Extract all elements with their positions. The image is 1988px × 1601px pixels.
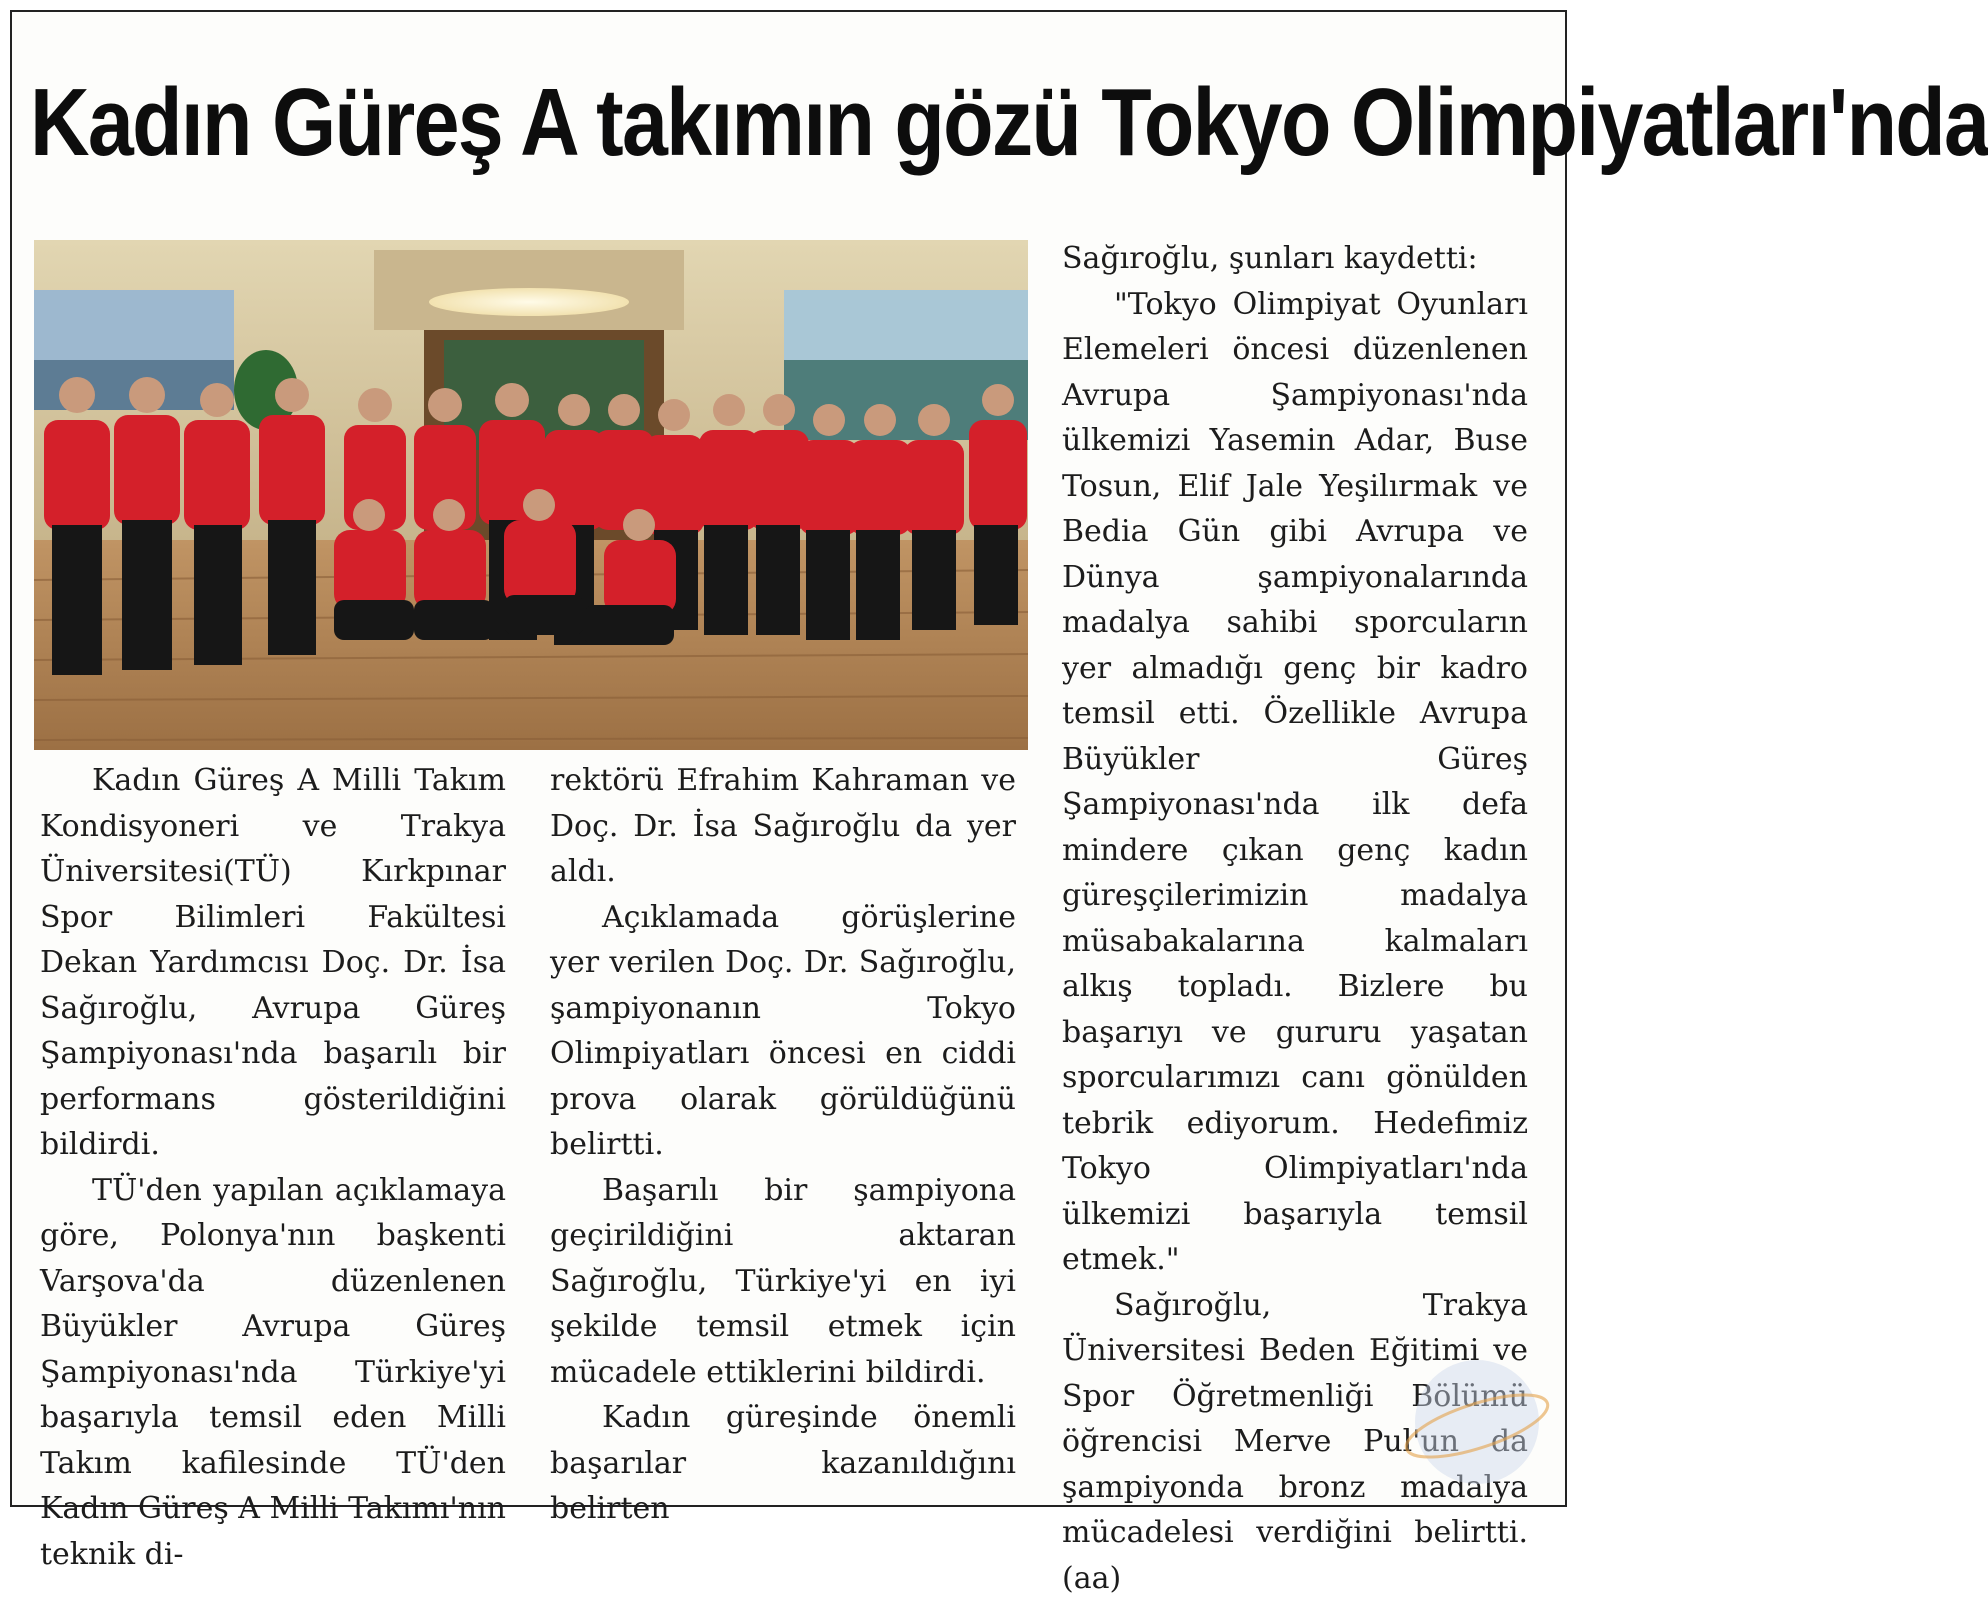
paragraph: rektörü Efrahim Kahraman ve Doç. Dr. İsa Sağıroğlu da yer aldı. (550, 758, 1016, 895)
paragraph: Sağıroğlu, Trakya Üniversitesi Beden Eğitimi ve Spor Öğretmenliği Bölümü öğrencisi Merve Pul'un da şampiyonda bronz madalya mücadelesi verdiğini belirtti.(aa) (1062, 1283, 1528, 1601)
paragraph: TÜ'den yapılan açıklamaya göre, Polonya'nın başkenti Varşova'da düzenlenen Büyükler Avrupa Güreş Şampiyonası'nda Türkiye'yi başarıyla temsil eden Milli Takım kafilesinde TÜ'den Kadın Güreş A Milli Takımı'nın teknik di- (40, 1168, 506, 1578)
paragraph: Sağıroğlu, şunları kaydetti: (1062, 236, 1528, 282)
paragraph: Kadın güreşinde önemli başarılar kazanıldığını belirten (550, 1395, 1016, 1532)
watermark-logo-icon (1402, 1352, 1552, 1492)
paragraph: Başarılı bir şampiyona geçirildiğini aktaran Sağıroğlu, Türkiye'yi en iyi şekilde temsil etmek için mücadele ettiklerini bildirdi. (550, 1168, 1016, 1396)
paragraph: Açıklamada görüşlerine yer verilen Doç. Dr. Sağıroğlu, şampiyonanın Tokyo Olimpiyatları öncesi en ciddi prova olarak görüldüğünü belirtti. (550, 895, 1016, 1168)
article-column-2 (550, 758, 1016, 1532)
paragraph: "Tokyo Olimpiyat Oyunları Elemeleri öncesi düzenlenen Avrupa Şampiyonası'nda ülkemizi Yasemin Adar, Buse Tosun, Elif Jale Yeşilırmak ve Bedia Gün gibi Avrupa ve Dünya şampiyonalarında madalya sahibi sporcuların yer almadığı genç bir kadro temsil etti. Özellikle Avrupa Büyükler Güreş Şampiyonası'nda ilk defa mindere çıkan genç kadın güreşçilerimizin madalya müsabakalarına kalmaları alkış topladı. Bizlere bu başarıyı ve gururu yaşatan sporcularımızı canı gönülden tebrik ediyorum. Hedefimiz Tokyo Olimpiyatları'nda ülkemizi başarıyla temsil etmek." (1062, 282, 1528, 1283)
headline: Kadın Güreş A takımın gözü Tokyo Olimpiyatları'nda (30, 48, 1320, 198)
team-photo (34, 240, 1028, 750)
team-photo-icon (34, 240, 1028, 750)
paragraph: Kadın Güreş A Milli Takım Kondisyoneri ve Trakya Üniversitesi(TÜ) Kırkpınar Spor Bilimleri Fakültesi Dekan Yardımcısı Doç. Dr. İsa Sağıroğlu, Avrupa Güreş Şampiyonası'nda başarılı bir performans gösterildiğini bildirdi. (40, 758, 506, 1168)
article-column-1 (40, 758, 506, 1577)
